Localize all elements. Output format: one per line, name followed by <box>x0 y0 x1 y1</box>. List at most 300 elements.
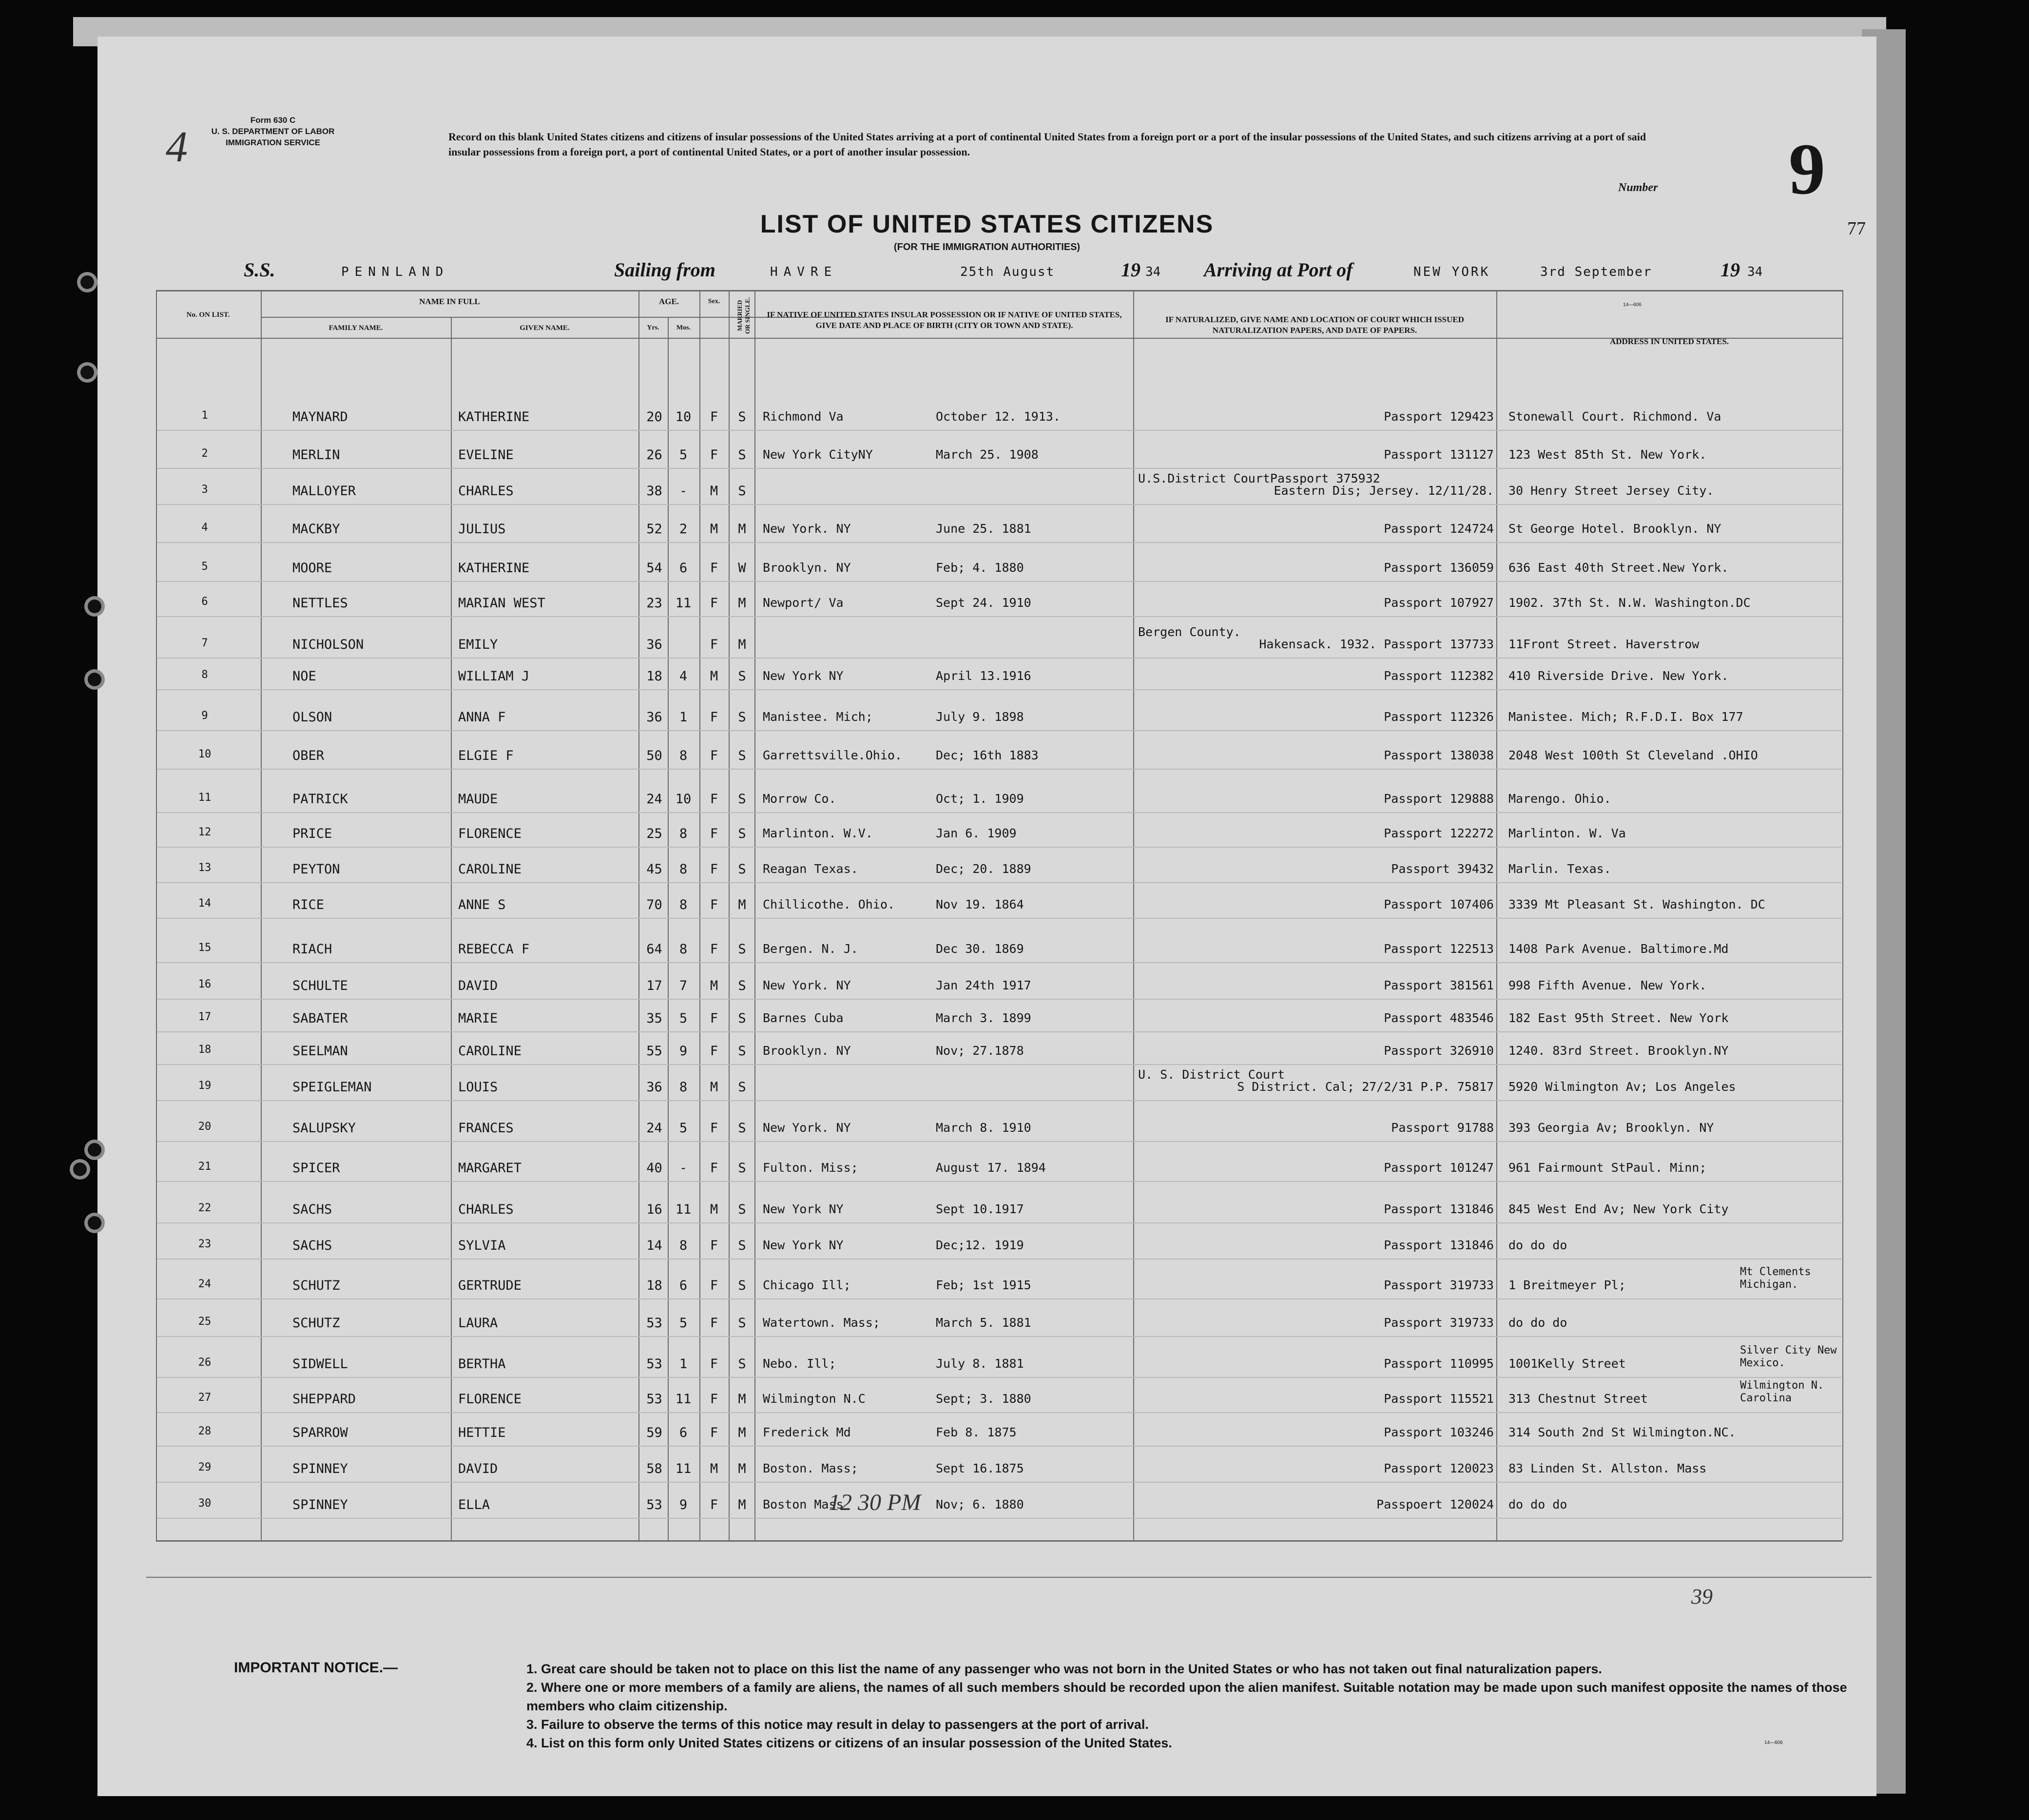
cell-date: March 8. 1910 <box>936 1121 1031 1135</box>
cell-given: EVELINE <box>458 447 514 463</box>
cell-given: CAROLINE <box>458 1044 522 1059</box>
cell-date: Nov; 6. 1880 <box>936 1497 1024 1511</box>
cell-given: LAURA <box>458 1316 498 1331</box>
header-naturalized: IF NATURALIZED, GIVE NAME AND LOCATION OF COURT WHICH ISSUED NATURALIZATION PAPERS, AND DATE OF PAPERS. <box>1165 315 1464 335</box>
cell-addr1: do do do <box>1508 1316 1567 1330</box>
cell-ms: S <box>738 792 746 807</box>
cell-mos: 9 <box>679 1497 688 1512</box>
row-rule <box>157 1031 1841 1032</box>
cell-date: August 17. 1894 <box>936 1161 1046 1175</box>
cell-mos: 8 <box>679 897 688 912</box>
cell-family: SPINNEY <box>292 1461 348 1476</box>
cell-sex: F <box>710 637 718 652</box>
cell-yrs: 24 <box>646 792 662 807</box>
cell-ms: S <box>738 1161 746 1176</box>
cell-no: 8 <box>201 669 208 681</box>
cell-addr1: Marlinton. W. Va <box>1508 826 1626 840</box>
cell-place: Fulton. Miss; <box>763 1161 858 1175</box>
notice-item: 3. Failure to observe the terms of this notice may result in delay to passengers at the port of arrival. <box>526 1717 1149 1732</box>
row-rule <box>157 542 1841 543</box>
cell-place: Frederick Md <box>763 1425 851 1439</box>
cell-ms: S <box>738 669 746 684</box>
row-rule <box>157 1446 1841 1447</box>
cell-no: 6 <box>201 596 208 608</box>
cell-yrs: 18 <box>646 1278 662 1293</box>
cell-mos: 10 <box>675 792 692 807</box>
cell-yrs: 53 <box>646 1316 662 1331</box>
col-divider <box>699 290 700 1540</box>
cell-place: New York. NY <box>763 1121 851 1135</box>
cell-yrs: 59 <box>646 1425 662 1440</box>
cell-sex: F <box>710 409 718 425</box>
cell-date: Dec; 20. 1889 <box>936 862 1031 876</box>
cell-nat2: Hakensack. 1932. Passport 137733 <box>1259 637 1494 651</box>
cell-mos: 11 <box>675 1202 692 1217</box>
cell-mos: 10 <box>675 409 692 425</box>
cell-family: RICE <box>292 897 325 912</box>
cell-nat2: Passport 319733 <box>1384 1316 1494 1330</box>
row-rule <box>157 847 1841 848</box>
col-divider <box>1496 290 1497 1540</box>
cell-yrs: 53 <box>646 1356 662 1372</box>
ss-label: S.S. <box>244 259 275 281</box>
cell-family: PATRICK <box>292 792 348 807</box>
cell-no: 1 <box>201 409 208 422</box>
cell-addr1: Manistee. Mich; R.F.D.I. Box 177 <box>1508 710 1743 724</box>
intro-text: Record on this blank United States citizens and citizens of insular possessions of the United States arriving at a port of continental United States from a foreign port or a port of the insular possessions of the United States, and such citizens arriving at a port of said insular possessions from a foreign port, a port of continental United States, or a port of another insular possession. <box>448 131 1646 158</box>
cell-yrs: 55 <box>646 1044 662 1059</box>
cell-addr2: Mt Clements Michigan. <box>1740 1266 1811 1291</box>
cell-no: 7 <box>201 637 208 649</box>
cell-date: Sept 16.1875 <box>936 1461 1024 1475</box>
cell-sex: F <box>710 942 718 957</box>
cell-yrs: 16 <box>646 1202 662 1217</box>
cell-date: Sept; 3. 1880 <box>936 1392 1031 1406</box>
cell-family: NETTLES <box>292 596 348 611</box>
cell-family: MALLOYER <box>292 484 356 499</box>
cell-date: October 12. 1913. <box>936 409 1061 424</box>
cell-date: Sept 24. 1910 <box>936 596 1031 610</box>
col-divider <box>451 317 452 1540</box>
cell-nat2: Passport 129423 <box>1384 409 1494 424</box>
cell-addr1: 1 Breitmeyer Pl; <box>1508 1278 1626 1292</box>
cell-given: BERTHA <box>458 1356 506 1372</box>
header-sex: Sex. <box>708 298 720 305</box>
header-name-in-full: NAME IN FULL <box>419 297 480 306</box>
cell-addr1: Marlin. Texas. <box>1508 862 1611 876</box>
cell-sex: F <box>710 1121 718 1136</box>
cell-mos: 5 <box>679 1316 688 1331</box>
cell-sex: M <box>710 978 718 993</box>
cell-date: June 25. 1881 <box>936 522 1031 536</box>
cell-addr1: 314 South 2nd St Wilmington.NC. <box>1508 1425 1736 1439</box>
cell-nat2: Passport 110995 <box>1384 1356 1494 1371</box>
cell-family: NICHOLSON <box>292 637 364 652</box>
cell-addr2: Silver City New Mexico. <box>1740 1344 1837 1369</box>
cell-given: EMILY <box>458 637 498 652</box>
cell-place: Nebo. Ill; <box>763 1356 836 1371</box>
cell-yrs: 40 <box>646 1161 662 1176</box>
row-rule <box>157 581 1841 582</box>
cell-yrs: 14 <box>646 1238 662 1253</box>
cell-nat2: Passport 381561 <box>1384 978 1494 992</box>
cell-given: HETTIE <box>458 1425 506 1440</box>
cell-sex: F <box>710 1011 718 1026</box>
cell-ms: S <box>738 978 746 993</box>
cell-nat2: Eastern Dis; Jersey. 12/11/28. <box>1274 484 1494 498</box>
row-rule <box>157 1100 1841 1101</box>
cell-ms: S <box>738 1044 746 1059</box>
cell-yrs: 24 <box>646 1121 662 1136</box>
col-divider <box>729 290 730 1540</box>
cell-given: MARIAN WEST <box>458 596 545 611</box>
row-rule <box>157 689 1841 690</box>
cell-addr1: 1902. 37th St. N.W. Washington.DC <box>1508 596 1751 610</box>
cell-given: FLORENCE <box>458 1392 522 1407</box>
cell-given: MAUDE <box>458 792 498 807</box>
department-name: U. S. DEPARTMENT OF LABOR <box>211 127 335 136</box>
cell-family: RIACH <box>292 942 332 957</box>
row-rule <box>157 812 1841 813</box>
cell-date: April 13.1916 <box>936 669 1031 683</box>
header-yrs: Yrs. <box>647 324 659 331</box>
cell-nat2: Passport 107406 <box>1384 897 1494 911</box>
cell-place: New York CityNY <box>763 447 873 462</box>
row-rule <box>157 999 1841 1000</box>
cell-mos: - <box>679 1161 688 1176</box>
cell-addr1: 961 Fairmount StPaul. Minn; <box>1508 1161 1707 1175</box>
cell-yrs: 64 <box>646 942 662 957</box>
cell-addr1: 5920 Wilmington Av; Los Angeles <box>1508 1080 1736 1094</box>
cell-mos: 4 <box>679 669 688 684</box>
cell-ms: S <box>738 1011 746 1026</box>
cell-sex: F <box>710 1392 718 1407</box>
row-rule <box>157 1222 1841 1223</box>
cell-addr1: 30 Henry Street Jersey City. <box>1508 484 1714 498</box>
margin-handwritten-mark: 4 <box>166 123 188 171</box>
handwritten-time-note: 12 30 PM <box>829 1490 921 1515</box>
cell-sex: F <box>710 1497 718 1512</box>
arrive-year: 34 <box>1747 265 1763 279</box>
arrive-date: 3rd September <box>1540 265 1652 279</box>
cell-mos: 5 <box>679 1011 688 1026</box>
cell-given: MARIE <box>458 1011 498 1026</box>
row-rule <box>157 1298 1841 1299</box>
cell-addr1: 11Front Street. Haverstrow <box>1508 637 1700 651</box>
cell-yrs: 38 <box>646 484 662 499</box>
cell-place: New York. NY <box>763 522 851 536</box>
row-rule <box>157 882 1841 883</box>
cell-given: JULIUS <box>458 522 506 537</box>
cell-no: 24 <box>198 1278 212 1290</box>
cell-sex: F <box>710 1044 718 1059</box>
cell-sex: F <box>710 596 718 611</box>
cell-given: DAVID <box>458 978 498 993</box>
cell-date: July 8. 1881 <box>936 1356 1024 1371</box>
cell-nat2: Passport 103246 <box>1384 1425 1494 1439</box>
punch-hole <box>80 275 94 289</box>
cell-mos: 5 <box>679 1121 688 1136</box>
row-rule <box>157 769 1841 770</box>
cell-given: CAROLINE <box>458 862 522 877</box>
cell-nat2: Passport 115521 <box>1384 1392 1494 1406</box>
cell-place: Newport/ Va <box>763 596 844 610</box>
cell-ms: M <box>738 596 746 611</box>
cell-ms: S <box>738 710 746 725</box>
col-divider <box>1842 290 1843 1540</box>
cell-addr1: do do do <box>1508 1497 1567 1511</box>
cell-given: KATHERINE <box>458 561 530 576</box>
cell-date: Dec 30. 1869 <box>936 942 1024 956</box>
cell-family: NOE <box>292 669 316 684</box>
cell-mos: 5 <box>679 447 688 463</box>
cell-ms: S <box>738 1238 746 1253</box>
row-rule <box>157 1181 1841 1182</box>
cell-nat2: S District. Cal; 27/2/31 P.P. 75817 <box>1237 1080 1494 1094</box>
cell-yrs: 36 <box>646 710 662 725</box>
cell-mos: 6 <box>679 1425 688 1440</box>
cell-yrs: 45 <box>646 862 662 877</box>
cell-place: Barnes Cuba <box>763 1011 844 1025</box>
col-divider <box>156 290 157 1540</box>
cell-family: MOORE <box>292 561 332 576</box>
cell-ms: S <box>738 409 746 425</box>
cell-family: SCHULTE <box>292 978 348 993</box>
number-label: Number <box>1618 181 1658 194</box>
cell-no: 29 <box>198 1461 212 1473</box>
cell-given: DAVID <box>458 1461 498 1476</box>
cell-mos: 11 <box>675 1392 692 1407</box>
form-identifier <box>200 115 346 148</box>
cell-yrs: 20 <box>646 409 662 425</box>
cell-sex: F <box>710 1425 718 1440</box>
cell-nat2: Passport 107927 <box>1384 596 1494 610</box>
notice-item: 1. Great care should be taken not to place on this list the name of any passenger who was not born in the United States or who has not taken out final naturalization papers. <box>526 1662 1602 1676</box>
cell-place: Watertown. Mass; <box>763 1316 880 1330</box>
cell-mos: 1 <box>679 710 688 725</box>
row-rule <box>157 730 1841 731</box>
cell-nat2: Passport 120023 <box>1384 1461 1494 1475</box>
cell-date: Jan 24th 1917 <box>936 978 1031 992</box>
cell-no: 27 <box>198 1392 212 1404</box>
cell-addr1: 393 Georgia Av; Brooklyn. NY <box>1508 1121 1714 1135</box>
sailing-label: Sailing from <box>614 259 715 281</box>
cell-given: FLORENCE <box>458 826 522 841</box>
cell-yrs: 36 <box>646 637 662 652</box>
cell-given: ELGIE F <box>458 748 514 763</box>
row-rule <box>157 430 1841 431</box>
cell-yrs: 17 <box>646 978 662 993</box>
cell-addr1: St George Hotel. Brooklyn. NY <box>1508 522 1721 536</box>
cell-family: SACHS <box>292 1202 332 1217</box>
cell-mos: 8 <box>679 942 688 957</box>
cell-ms: S <box>738 1278 746 1293</box>
cell-family: SPICER <box>292 1161 340 1176</box>
cell-addr1: Stonewall Court. Richmond. Va <box>1508 409 1721 424</box>
col-divider <box>638 290 639 1540</box>
cell-nat2: Passport 131846 <box>1384 1202 1494 1216</box>
header-address: ADDRESS IN UNITED STATES. <box>1609 337 1729 346</box>
col-divider <box>1133 290 1134 1540</box>
cell-yrs: 53 <box>646 1497 662 1512</box>
header-age: AGE. <box>658 297 679 306</box>
cell-given: ANNA F <box>458 710 506 725</box>
cell-date: March 5. 1881 <box>936 1316 1031 1330</box>
cell-given: LOUIS <box>458 1080 498 1095</box>
cell-no: 20 <box>198 1121 212 1133</box>
cell-family: SEELMAN <box>292 1044 348 1059</box>
cell-no: 21 <box>198 1161 212 1173</box>
cell-ms: S <box>738 1080 746 1095</box>
cell-sex: F <box>710 1161 718 1176</box>
cell-nat2: Passport 112326 <box>1384 710 1494 724</box>
cell-sex: F <box>710 710 718 725</box>
cell-nat1: U. S. District Court <box>1138 1067 1285 1082</box>
cell-ms: S <box>738 748 746 763</box>
cell-place: Reagan Texas. <box>763 862 858 876</box>
cell-no: 11 <box>198 792 212 804</box>
cell-yrs: 36 <box>646 1080 662 1095</box>
header-mos: Mos. <box>676 324 691 331</box>
cell-nat2: Passport 91788 <box>1391 1121 1494 1135</box>
cell-yrs: 54 <box>646 561 662 576</box>
cell-place: Morrow Co. <box>763 792 836 806</box>
row-rule <box>157 1412 1841 1413</box>
cell-date: Feb 8. 1875 <box>936 1425 1017 1439</box>
cell-no: 9 <box>201 710 208 722</box>
cell-nat1: Bergen County. <box>1138 625 1241 639</box>
notice-item: 4. List on this form only United States citizens or citizens of an insular possession of the United States. <box>526 1736 1172 1750</box>
row-rule <box>157 504 1841 505</box>
row-rule <box>157 1518 1841 1519</box>
cell-family: OLSON <box>292 710 332 725</box>
cell-addr1: 2048 West 100th St Cleveland .OHIO <box>1508 748 1758 762</box>
cell-nat2: Passport 124724 <box>1384 522 1494 536</box>
cell-no: 30 <box>198 1497 212 1510</box>
cell-mos: 11 <box>675 1461 692 1476</box>
cell-place: Boston. Mass; <box>763 1461 858 1475</box>
cell-date: March 3. 1899 <box>936 1011 1031 1025</box>
cell-nat2: Passport 112382 <box>1384 669 1494 683</box>
cell-family: SABATER <box>292 1011 348 1026</box>
row-rule <box>157 962 1841 963</box>
cell-mos: 11 <box>675 596 692 611</box>
cell-given: ANNE S <box>458 897 506 912</box>
cell-nat2: Passpoert 120024 <box>1376 1497 1494 1511</box>
cell-family: PRICE <box>292 826 332 841</box>
cell-no: 19 <box>198 1080 212 1092</box>
cell-date: July 9. 1898 <box>936 710 1024 724</box>
cell-sex: F <box>710 447 718 463</box>
cell-ms: M <box>738 522 746 537</box>
cell-nat2: Passport 138038 <box>1384 748 1494 762</box>
cell-family: SALUPSKY <box>292 1121 356 1136</box>
cell-family: MACKBY <box>292 522 340 537</box>
cell-no: 14 <box>198 897 212 910</box>
cell-sex: M <box>710 669 718 684</box>
cell-family: SPEIGLEMAN <box>292 1080 372 1095</box>
cell-sex: M <box>710 1202 718 1217</box>
cell-sex: M <box>710 522 718 537</box>
form-divider <box>146 1577 1872 1578</box>
notice-item: 2. Where one or more members of a family are aliens, the names of all such members should be recorded upon the alien manifest. Suitable notation may be made upon such manifest opposite the names of those members who claim citizenship. <box>526 1680 1847 1713</box>
cell-family: PEYTON <box>292 862 340 877</box>
cell-place: Bergen. N. J. <box>763 942 858 956</box>
service-name: IMMIGRATION SERVICE <box>226 138 320 147</box>
cell-ms: S <box>738 1356 746 1372</box>
cell-addr1: 313 Chestnut Street <box>1508 1392 1648 1406</box>
cell-addr1: do do do <box>1508 1238 1567 1252</box>
page-subtitle: (FOR THE IMMIGRATION AUTHORITIES) <box>893 242 1081 252</box>
row-rule <box>157 1064 1841 1065</box>
cell-no: 17 <box>198 1011 212 1023</box>
depart-year-prefix: 19 <box>1121 259 1140 281</box>
cell-addr1: 1001Kelly Street <box>1508 1356 1626 1371</box>
cell-sex: F <box>710 561 718 576</box>
cell-ms: M <box>738 1497 746 1512</box>
cell-mos: 8 <box>679 748 688 763</box>
cell-place: Wilmington N.C <box>763 1392 866 1406</box>
cell-yrs: 52 <box>646 522 662 537</box>
page-stamp-number: 39 <box>1691 1585 1713 1608</box>
cell-sex: F <box>710 792 718 807</box>
table-top-border <box>156 290 1842 291</box>
cell-family: MERLIN <box>292 447 340 463</box>
page-title: LIST OF UNITED STATES CITIZENS <box>760 210 1214 238</box>
cell-date: Dec; 16th 1883 <box>936 748 1039 762</box>
cell-addr1: 83 Linden St. Allston. Mass <box>1508 1461 1707 1475</box>
cell-sex: F <box>710 862 718 877</box>
cell-date: Feb; 1st 1915 <box>936 1278 1031 1292</box>
cell-nat2: Passport 129888 <box>1384 792 1494 806</box>
cell-nat2: Passport 483546 <box>1384 1011 1494 1025</box>
table-bottom-border <box>156 1540 1842 1542</box>
cell-nat2: Passport 136059 <box>1384 561 1494 575</box>
header-native-birth: IF NATIVE OF UNITED STATES INSULAR POSSESSION OR IF NATIVE OF UNITED STATES, GIVE DATE AND PLACE OF BIRTH (CITY OR TOWN AND STATE). <box>767 310 1122 330</box>
cell-family: SCHUTZ <box>292 1278 340 1293</box>
cell-addr1: 3339 Mt Pleasant St. Washington. DC <box>1508 897 1765 911</box>
cell-mos: - <box>679 484 688 499</box>
cell-mos: 1 <box>679 1356 688 1372</box>
cell-ms: M <box>738 637 746 652</box>
cell-sex: M <box>710 484 718 499</box>
cell-family: SACHS <box>292 1238 332 1253</box>
cell-no: 26 <box>198 1356 212 1369</box>
cell-nat2: Passport 122513 <box>1384 942 1494 956</box>
cell-nat2: Passport 39432 <box>1391 862 1494 876</box>
header-family-name: FAMILY NAME. <box>329 324 383 332</box>
cell-date: Oct; 1. 1909 <box>936 792 1024 806</box>
cell-nat2: Passport 131127 <box>1384 447 1494 462</box>
cell-addr1: 1240. 83rd Street. Brooklyn.NY <box>1508 1044 1729 1058</box>
cell-mos: 6 <box>679 561 688 576</box>
cell-mos: 7 <box>679 978 688 993</box>
punch-hole <box>88 673 101 686</box>
cell-nat2: Passport 101247 <box>1384 1161 1494 1175</box>
cell-mos: 2 <box>679 522 688 537</box>
arriving-label: Arriving at Port of <box>1204 259 1353 281</box>
cell-addr1: 1408 Park Avenue. Baltimore.Md <box>1508 942 1729 956</box>
cell-date: Jan 6. 1909 <box>936 826 1017 840</box>
cell-ms: S <box>738 826 746 841</box>
port-from: HAVRE <box>770 265 838 279</box>
cell-addr1: 636 East 40th Street.New York. <box>1508 561 1729 575</box>
cell-ms: S <box>738 484 746 499</box>
cell-date: Feb; 4. 1880 <box>936 561 1024 575</box>
cell-ms: S <box>738 1316 746 1331</box>
cell-sex: F <box>710 1356 718 1372</box>
cell-ms: S <box>738 942 746 957</box>
